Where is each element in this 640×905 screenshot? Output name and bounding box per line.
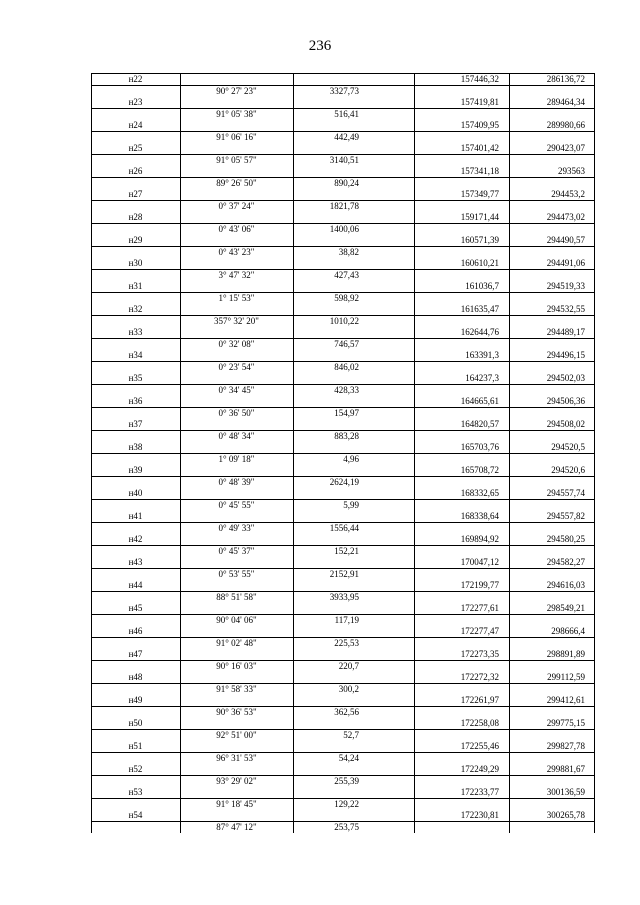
direction-angle: 91° 02' 48": [216, 638, 257, 648]
table-row: [91, 776, 595, 787]
table-row: [91, 419, 595, 431]
point-name: н24: [128, 120, 143, 130]
direction-angle: 1° 15' 53": [218, 293, 255, 303]
x-coordinate: 164820,57: [460, 419, 499, 429]
table-row: [91, 178, 595, 189]
point-name: н50: [128, 718, 143, 728]
segment-length: 300,2: [338, 684, 359, 694]
segment-length: 255,39: [334, 776, 359, 786]
x-coordinate: 161036,7: [465, 281, 499, 291]
point-name: н47: [128, 649, 143, 659]
x-coordinate: 172277,47: [460, 626, 499, 636]
table-row: [91, 707, 595, 718]
segment-length: 220,7: [338, 661, 359, 671]
direction-angle: 0° 48' 39": [218, 477, 255, 487]
segment-length: 846,02: [334, 362, 359, 372]
x-coordinate: 172255,46: [460, 741, 499, 751]
x-coordinate: 172261,97: [460, 695, 499, 705]
direction-angle: 89° 26' 50": [216, 178, 257, 188]
table-row: [91, 212, 595, 224]
table-row: [91, 143, 595, 155]
y-coordinate: 299412,61: [546, 695, 585, 705]
y-coordinate: 294557,82: [546, 511, 585, 521]
y-coordinate: 299112,59: [547, 672, 585, 682]
y-coordinate: 294473,02: [546, 212, 585, 222]
table-row: [91, 741, 595, 753]
table-row: [91, 293, 595, 304]
segment-length: 3140,51: [329, 155, 359, 165]
segment-length: 154,97: [334, 408, 359, 418]
table-row: [91, 132, 595, 143]
point-name: н37: [128, 419, 143, 429]
point-name: н33: [128, 327, 143, 337]
table-row: [91, 235, 595, 247]
x-coordinate: 172273,35: [460, 649, 499, 659]
point-name: н43: [128, 557, 143, 567]
x-coordinate: 172249,29: [460, 764, 499, 774]
point-name: н29: [128, 235, 143, 245]
y-coordinate: 290423,07: [546, 143, 585, 153]
table-row: [91, 339, 595, 350]
table-row: [91, 684, 595, 695]
y-coordinate: 293563: [558, 166, 585, 176]
segment-length: 5,99: [343, 500, 359, 510]
direction-angle: 0° 23' 54": [218, 362, 255, 372]
segment-length: 442,49: [334, 132, 359, 142]
direction-angle: 90° 36' 53": [216, 707, 257, 717]
table-row: [91, 316, 595, 327]
table-row: [91, 534, 595, 546]
table-row: [91, 695, 595, 707]
table-row: [91, 120, 595, 132]
direction-angle: 0° 34' 45": [218, 385, 255, 395]
point-name: н25: [128, 143, 143, 153]
direction-angle: 87° 47' 12": [216, 822, 257, 832]
segment-length: 2152,91: [329, 569, 359, 579]
segment-length: 152,21: [334, 546, 359, 556]
table-row: [91, 189, 595, 201]
table-row: [91, 109, 595, 120]
direction-angle: 0° 36' 50": [218, 408, 255, 418]
table-row: [91, 523, 595, 534]
x-coordinate: 160610,21: [460, 258, 499, 268]
segment-length: 428,33: [334, 385, 359, 395]
x-coordinate: 172199,77: [460, 580, 499, 590]
point-name: н42: [128, 534, 143, 544]
direction-angle: 0° 32' 08": [218, 339, 255, 349]
table-row: [91, 258, 595, 270]
point-name: н30: [128, 258, 143, 268]
y-coordinate: 294453,2: [551, 189, 585, 199]
direction-angle: 0° 45' 55": [218, 500, 255, 510]
table-row: [91, 615, 595, 626]
point-name: н40: [128, 488, 143, 498]
y-coordinate: 294520,5: [551, 442, 585, 452]
point-name: н26: [128, 166, 143, 176]
direction-angle: 91° 05' 57": [216, 155, 257, 165]
y-coordinate: 294616,03: [546, 580, 585, 590]
table-row: [91, 281, 595, 293]
y-coordinate: 294490,57: [546, 235, 585, 245]
table-row: [91, 638, 595, 649]
segment-length: 52,7: [343, 730, 359, 740]
segment-length: 883,28: [334, 431, 359, 441]
x-coordinate: 159171,44: [460, 212, 499, 222]
direction-angle: 90° 27' 23": [216, 86, 257, 96]
table-row: [91, 649, 595, 661]
x-coordinate: 162644,76: [460, 327, 499, 337]
table-row: [91, 672, 595, 684]
table-row: [91, 764, 595, 776]
y-coordinate: 298891,89: [546, 649, 585, 659]
point-name: н28: [128, 212, 143, 222]
x-coordinate: 172272,32: [460, 672, 499, 682]
segment-length: 1010,22: [329, 316, 359, 326]
table-row: [91, 304, 595, 316]
table-row: [91, 224, 595, 235]
point-name: н49: [128, 695, 143, 705]
segment-length: 2624,19: [329, 477, 359, 487]
table-row: [91, 97, 595, 109]
segment-length: 1556,44: [329, 523, 359, 533]
point-name: н36: [128, 396, 143, 406]
point-name: н35: [128, 373, 143, 383]
table-row: [91, 477, 595, 488]
direction-angle: 0° 53' 55": [218, 569, 255, 579]
direction-angle: 88° 51' 58": [216, 592, 257, 602]
table-row: [91, 385, 595, 396]
y-coordinate: 298549,21: [546, 603, 585, 613]
y-coordinate: 294508,02: [546, 419, 585, 429]
table-row: [91, 442, 595, 454]
point-name: н54: [128, 810, 143, 820]
table-row: [91, 557, 595, 569]
table-row: [91, 580, 595, 592]
table-row: [91, 488, 595, 500]
segment-length: 1400,06: [329, 224, 359, 234]
x-coordinate: 165703,76: [460, 442, 499, 452]
table-row: [91, 86, 595, 97]
table-row: [91, 362, 595, 373]
point-name: н23: [128, 97, 143, 107]
x-coordinate: 157419,81: [460, 97, 499, 107]
table-row: [91, 718, 595, 730]
y-coordinate: 294496,15: [546, 350, 585, 360]
direction-angle: 0° 48' 34": [218, 431, 255, 441]
segment-length: 516,41: [334, 109, 359, 119]
x-coordinate: 157446,32: [460, 74, 499, 84]
point-name: н32: [128, 304, 143, 314]
y-coordinate: 286136,72: [546, 74, 585, 84]
point-name: н41: [128, 511, 143, 521]
x-coordinate: 161635,47: [460, 304, 499, 314]
segment-length: 225,53: [334, 638, 359, 648]
x-coordinate: 157349,77: [460, 189, 499, 199]
y-coordinate: 294491,06: [546, 258, 585, 268]
direction-angle: 91° 06' 16": [216, 132, 257, 142]
segment-length: 427,43: [334, 270, 359, 280]
direction-angle: 0° 43' 23": [218, 247, 255, 257]
y-coordinate: 294519,33: [546, 281, 585, 291]
y-coordinate: 298666,4: [551, 626, 585, 636]
x-coordinate: 164665,61: [460, 396, 499, 406]
table-row: [91, 799, 595, 810]
y-coordinate: 294502,03: [546, 373, 585, 383]
coordinates-table: [91, 73, 595, 833]
table-row: [91, 500, 595, 511]
direction-angle: 0° 45' 37": [218, 546, 255, 556]
page-number: 236: [308, 38, 332, 54]
y-coordinate: 294557,74: [546, 488, 585, 498]
point-name: н45: [128, 603, 143, 613]
table-row: [91, 810, 595, 822]
table-row: [91, 753, 595, 764]
direction-angle: 0° 49' 33": [218, 523, 255, 533]
point-name: н46: [128, 626, 143, 636]
y-coordinate: 294520,6: [551, 465, 585, 475]
point-name: н51: [128, 741, 143, 751]
direction-angle: 0° 43' 06": [218, 224, 255, 234]
table-row: [91, 408, 595, 419]
x-coordinate: 157341,18: [460, 166, 499, 176]
x-coordinate: 172277,61: [460, 603, 499, 613]
point-name: н22: [128, 74, 143, 84]
y-coordinate: 294506,36: [546, 396, 585, 406]
table-row: [91, 155, 595, 166]
y-coordinate: 294582,27: [546, 557, 585, 567]
y-coordinate: 299827,78: [546, 741, 585, 751]
point-name: н31: [128, 281, 143, 291]
segment-length: 598,92: [334, 293, 359, 303]
table-row: [91, 511, 595, 523]
y-coordinate: 300136,59: [546, 787, 585, 797]
point-name: н39: [128, 465, 143, 475]
point-name: н34: [128, 350, 143, 360]
table-row: [91, 546, 595, 557]
x-coordinate: 160571,39: [460, 235, 499, 245]
direction-angle: 3° 47' 32": [218, 270, 255, 280]
y-coordinate: 289464,34: [546, 97, 585, 107]
segment-length: 1821,78: [329, 201, 359, 211]
x-coordinate: 172233,77: [460, 787, 499, 797]
direction-angle: 357° 32' 20": [214, 316, 259, 326]
segment-length: 890,24: [334, 178, 359, 188]
segment-length: 253,75: [334, 822, 359, 832]
x-coordinate: 157401,42: [460, 143, 499, 153]
direction-angle: 93° 29' 02": [216, 776, 257, 786]
direction-angle: 91° 18' 45": [216, 799, 257, 809]
table-row: [91, 327, 595, 339]
segment-length: 4,96: [343, 454, 359, 464]
direction-angle: 96° 31' 53": [216, 753, 257, 763]
table-row: [91, 730, 595, 741]
table-row: [91, 270, 595, 281]
direction-angle: 0° 37' 24": [218, 201, 255, 211]
point-name: н53: [128, 787, 143, 797]
table-row: [91, 454, 595, 465]
segment-length: 362,56: [334, 707, 359, 717]
point-name: н27: [128, 189, 143, 199]
table-row: [91, 431, 595, 442]
x-coordinate: 164237,3: [465, 373, 499, 383]
x-coordinate: 172258,08: [460, 718, 499, 728]
direction-angle: 90° 16' 03": [216, 661, 257, 671]
x-coordinate: 157409,95: [460, 120, 499, 130]
table-row: [91, 201, 595, 212]
table-row: [91, 787, 595, 799]
table-row: [91, 661, 595, 672]
y-coordinate: 289980,66: [546, 120, 585, 130]
y-coordinate: 294532,55: [546, 304, 585, 314]
segment-length: 54,24: [338, 753, 359, 763]
table-row: [91, 166, 595, 178]
point-name: н48: [128, 672, 143, 682]
segment-length: 746,57: [334, 339, 359, 349]
segment-length: 3933,95: [329, 592, 359, 602]
table-row: [91, 73, 595, 86]
table-row: [91, 247, 595, 258]
y-coordinate: 294580,25: [546, 534, 585, 544]
direction-angle: 1° 09' 18": [218, 454, 255, 464]
x-coordinate: 168332,65: [460, 488, 499, 498]
table-body: [91, 73, 595, 833]
table-row: [91, 592, 595, 603]
direction-angle: 91° 58' 33": [216, 684, 257, 694]
table-row: [91, 396, 595, 408]
segment-length: 129,22: [334, 799, 359, 809]
table-row: [91, 350, 595, 362]
point-name: н38: [128, 442, 143, 452]
x-coordinate: 170047,12: [460, 557, 499, 567]
segment-length: 117,19: [334, 615, 359, 625]
table-row: [91, 569, 595, 580]
x-coordinate: 163391,3: [465, 350, 499, 360]
y-coordinate: 294489,17: [546, 327, 585, 337]
table-row: [91, 373, 595, 385]
direction-angle: 91° 05' 38": [216, 109, 257, 119]
x-coordinate: 172230,81: [460, 810, 499, 820]
table-row: [91, 603, 595, 615]
y-coordinate: 299775,15: [546, 718, 585, 728]
table-row: [91, 465, 595, 477]
point-name: н44: [128, 580, 143, 590]
x-coordinate: 169894,92: [460, 534, 499, 544]
segment-length: 38,82: [338, 247, 359, 257]
y-coordinate: 299881,67: [546, 764, 585, 774]
table-row: [91, 822, 595, 833]
table-row: [91, 626, 595, 638]
y-coordinate: 300265,78: [546, 810, 585, 820]
direction-angle: 92° 51' 00": [216, 730, 257, 740]
direction-angle: 90° 04' 06": [216, 615, 257, 625]
segment-length: 3327,73: [329, 86, 359, 96]
x-coordinate: 168338,64: [460, 511, 499, 521]
point-name: н52: [128, 764, 143, 774]
x-coordinate: 165708,72: [460, 465, 499, 475]
